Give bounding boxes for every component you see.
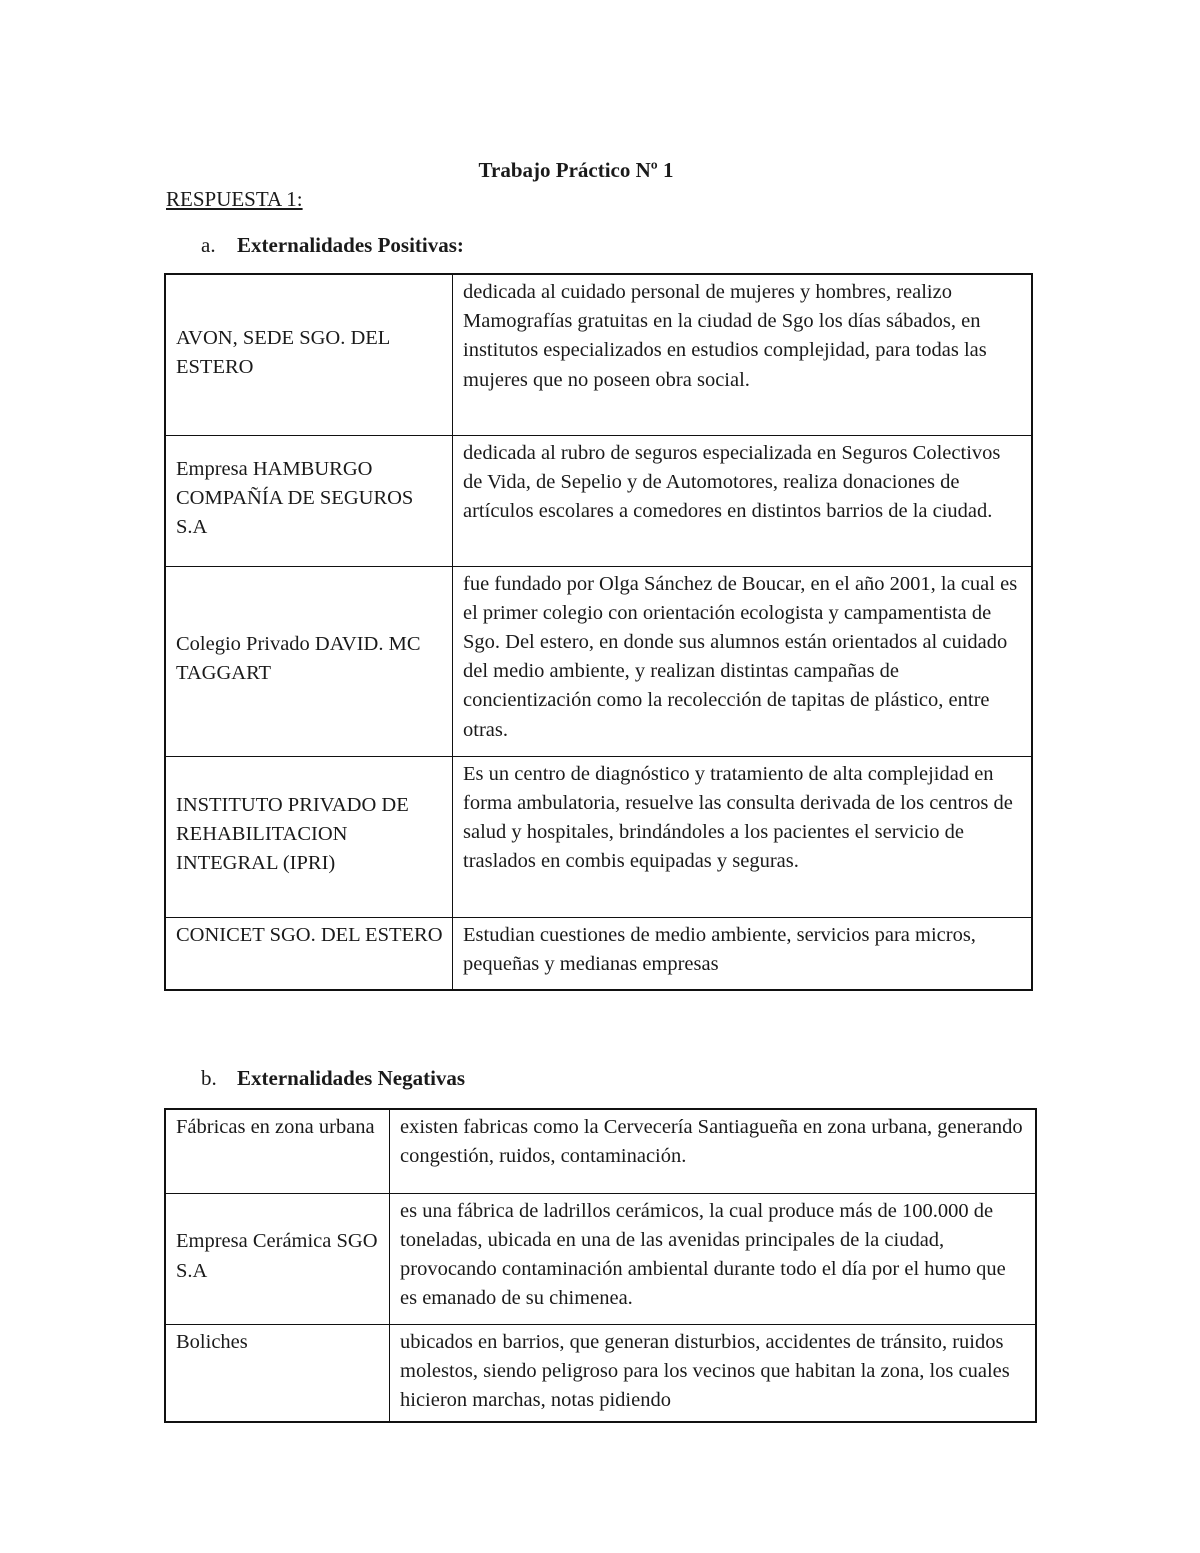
entity-description: existen fabricas como la Cervecería Santiagueña en zona urbana, generando congestión, ruidos, contaminación. (390, 1109, 1037, 1193)
answer-label: RESPUESTA 1: (166, 187, 303, 211)
entity-description: fue fundado por Olga Sánchez de Boucar, en el año 2001, la cual es el primer colegio con orientación ecologista y campamentista de Sgo. Del estero, en donde sus alumnos están orientados al cuidado del medio ambiente, y realizan distintas campañas de concientización como la recolección de tapitas de plástico, entre otras. (453, 566, 1033, 756)
table-row (165, 917, 1032, 990)
entity-name: CONICET SGO. DEL ESTERO (165, 917, 453, 990)
table-row (165, 1324, 1036, 1422)
entity-name: INSTITUTO PRIVADO DE REHABILITACION INTEGRAL (IPRI) (165, 756, 453, 917)
entity-description: Estudian cuestiones de medio ambiente, servicios para micros, pequeñas y medianas empresas (453, 917, 1033, 990)
negative-externalities-table (164, 1108, 1037, 1423)
page-title: Trabajo Práctico Nº 1 (478, 158, 674, 182)
list-marker: a. (201, 233, 216, 257)
entity-name: Empresa HAMBURGO COMPAÑÍA DE SEGUROS S.A (165, 435, 453, 566)
section-heading-label: Externalidades Negativas (237, 1066, 466, 1090)
positive-externalities-table (164, 273, 1033, 991)
table-row (165, 1193, 1036, 1324)
entity-description: es una fábrica de ladrillos cerámicos, la cual produce más de 100.000 de toneladas, ubicada en una de las avenidas principales de la ciudad, provocando contaminación ambiental durante todo el día por el humo que es emanado de su chimenea. (390, 1193, 1037, 1324)
entity-name: Boliches (165, 1324, 390, 1422)
table-row (165, 435, 1032, 566)
list-marker: b. (201, 1066, 217, 1090)
table-row (165, 566, 1032, 756)
entity-description: dedicada al rubro de seguros especializada en Seguros Colectivos de Vida, de Sepelio y de Automotores, realiza donaciones de artículos escolares a comedores en distintos barrios de la ciudad. (453, 435, 1033, 566)
entity-name: Colegio Privado DAVID. MC TAGGART (165, 566, 453, 756)
entity-description: dedicada al cuidado personal de mujeres y hombres, realizo Mamografías gratuitas en la ciudad de Sgo los días sábados, en institutos especializados en estudios complejidad, para todas las mujeres que no poseen obra social. (453, 274, 1033, 435)
entity-name: AVON, SEDE SGO. DEL ESTERO (165, 274, 453, 435)
section-heading-label: Externalidades Positivas: (237, 233, 464, 257)
table-row (165, 756, 1032, 917)
section-heading-negative (201, 1066, 465, 1091)
entity-description: ubicados en barrios, que generan disturbios, accidentes de tránsito, ruidos molestos, siendo peligroso para los vecinos que habitan la zona, los cuales hicieron marchas, notas pidiendo (390, 1324, 1037, 1422)
entity-name: Fábricas en zona urbana (165, 1109, 390, 1193)
entity-name: Empresa Cerámica SGO S.A (165, 1193, 390, 1324)
table-row (165, 274, 1032, 435)
table-row (165, 1109, 1036, 1193)
entity-description: Es un centro de diagnóstico y tratamiento de alta complejidad en forma ambulatoria, resuelve las consulta derivada de los centros de salud y hospitales, brindándoles a los pacientes el servicio de traslados en combis equipadas y seguras. (453, 756, 1033, 917)
section-heading-positive (201, 233, 464, 258)
